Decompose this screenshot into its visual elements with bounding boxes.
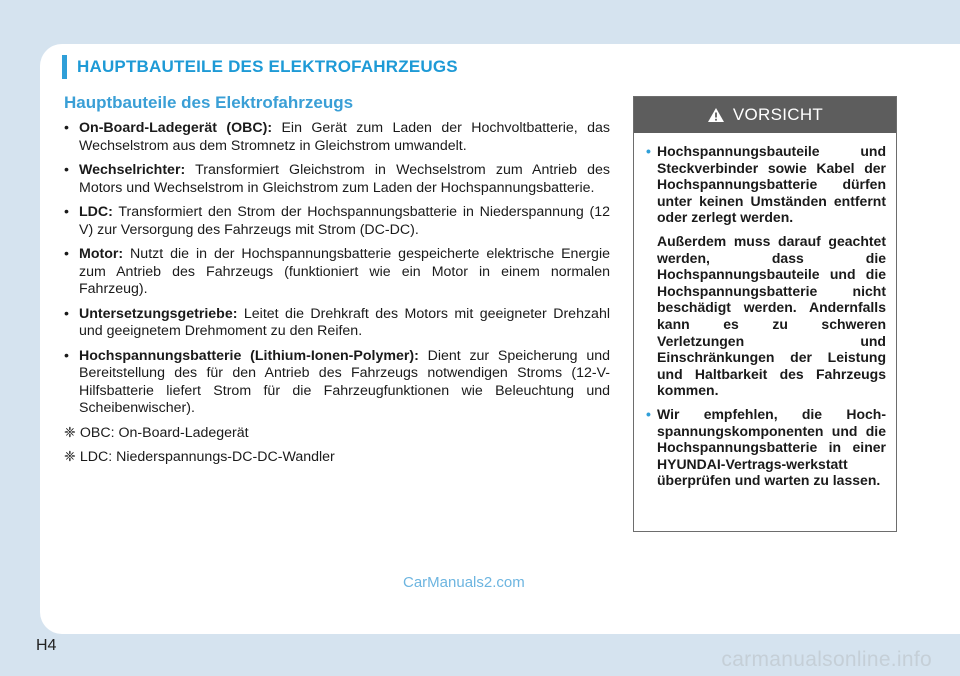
note-ldc: ❈ LDC: Niederspannungs-DC-DC-Wandler bbox=[64, 449, 335, 465]
note-obc: ❈ OBC: On-Board-Ladegerät bbox=[64, 424, 249, 441]
list-item bbox=[64, 162, 610, 197]
watermark: CarManuals2.com bbox=[403, 574, 525, 591]
warning-triangle-icon bbox=[707, 107, 725, 123]
caution-heading: VORSICHT bbox=[732, 105, 824, 124]
page-title: Hauptbauteile des Elektrofahrzeugs bbox=[64, 93, 354, 112]
item-term: Motor: bbox=[79, 246, 124, 262]
caution-body bbox=[634, 133, 896, 489]
list-item bbox=[64, 246, 610, 299]
bullet: • bbox=[64, 246, 69, 262]
item-text: Nutzt die in der Hochspannungsbatterie gespeicherte elektrische Energie zum Antrieb des Fahrzeugs (funktioniert wie ein Motor in einem normalen Fahrzeug). bbox=[79, 246, 610, 297]
bullet: • bbox=[64, 204, 69, 220]
component-list bbox=[64, 120, 610, 474]
bullet: • bbox=[64, 305, 69, 322]
section-accent-bar bbox=[62, 55, 67, 79]
item-text: Transformiert den Strom der Hochspannungsbatterie in Niederspannung (12 V) zur Versorgung des Fahrzeugs mit Strom (DC-DC). bbox=[79, 204, 610, 238]
section-header bbox=[62, 55, 458, 79]
item-text: Transformiert Gleichstrom in Wechselstrom zum Antrieb des Motors und Wechselstrom in Gleichstrom zum Laden der Hochspannungsbatterie. bbox=[79, 162, 610, 196]
bullet: • bbox=[646, 143, 651, 159]
site-watermark: carmanualsonline.info bbox=[721, 648, 932, 671]
caution-text: Hochspannungsbauteile und Steckverbinder sowie Kabel der Hochspannungsbatterie dürfen unter keinen Umständen entfernt oder zerlegt werden. bbox=[657, 143, 886, 226]
caution-header bbox=[634, 97, 896, 133]
caution-item bbox=[646, 406, 886, 489]
bullet: • bbox=[64, 120, 69, 136]
item-text: Dient zur Speicherung und Bereitstellung des für den Antrieb des Fahrzeugs notwendigen Stroms (12-V-Hilfsbatterie liefert Strom für die Fahrzeugfunktionen wie Beleuchtung und Scheibenwischer). bbox=[79, 347, 610, 416]
item-text: Leitet die Drehkraft des Motors mit geeigneter Drehzahl und geeignetem Drehmoment zu den Reifen. bbox=[79, 305, 610, 339]
bullet: • bbox=[64, 162, 69, 178]
list-item bbox=[64, 348, 610, 418]
list-item bbox=[64, 306, 610, 341]
item-term: Wechselrichter: bbox=[79, 162, 186, 178]
list-item bbox=[64, 120, 610, 155]
bullet: • bbox=[646, 405, 651, 422]
caution-text: Wir empfehlen, die Hoch-spannungskomponenten und die Hochspannungsbatterie in einer HYUNDAI-Vertrags-werkstatt überprüfen und warten zu lassen. bbox=[657, 405, 886, 489]
section-header-text: HAUPTBAUTEILE DES ELEKTROFAHRZEUGS bbox=[77, 57, 458, 76]
bullet: • bbox=[64, 347, 69, 364]
item-term: Hochspannungsbatterie (Lithium-Ionen-Polymer): bbox=[79, 347, 419, 364]
caution-text-continued: Außerdem muss darauf geachtet werden, dass die Hochspannungsbauteile und die Hochspannungsbatterie nicht beschädigt werden. Andernfalls kann es zu schweren Verletzungen und Einschränkungen der Leistung und Haltbarkeit des Fahrzeugs kommen. bbox=[657, 232, 886, 399]
page-number: H4 bbox=[36, 637, 57, 654]
caution-box bbox=[633, 96, 897, 532]
item-term: On-Board-Ladegerät (OBC): bbox=[79, 120, 273, 136]
item-term: Untersetzungsgetriebe: bbox=[79, 305, 238, 322]
caution-item bbox=[646, 143, 886, 226]
list-item bbox=[64, 204, 610, 239]
item-term: LDC: bbox=[79, 204, 113, 220]
item-text: Ein Gerät zum Laden der Hochvoltbatterie, das Wechselstrom aus dem Stromnetz in Gleichstrom umwandelt. bbox=[79, 120, 610, 154]
